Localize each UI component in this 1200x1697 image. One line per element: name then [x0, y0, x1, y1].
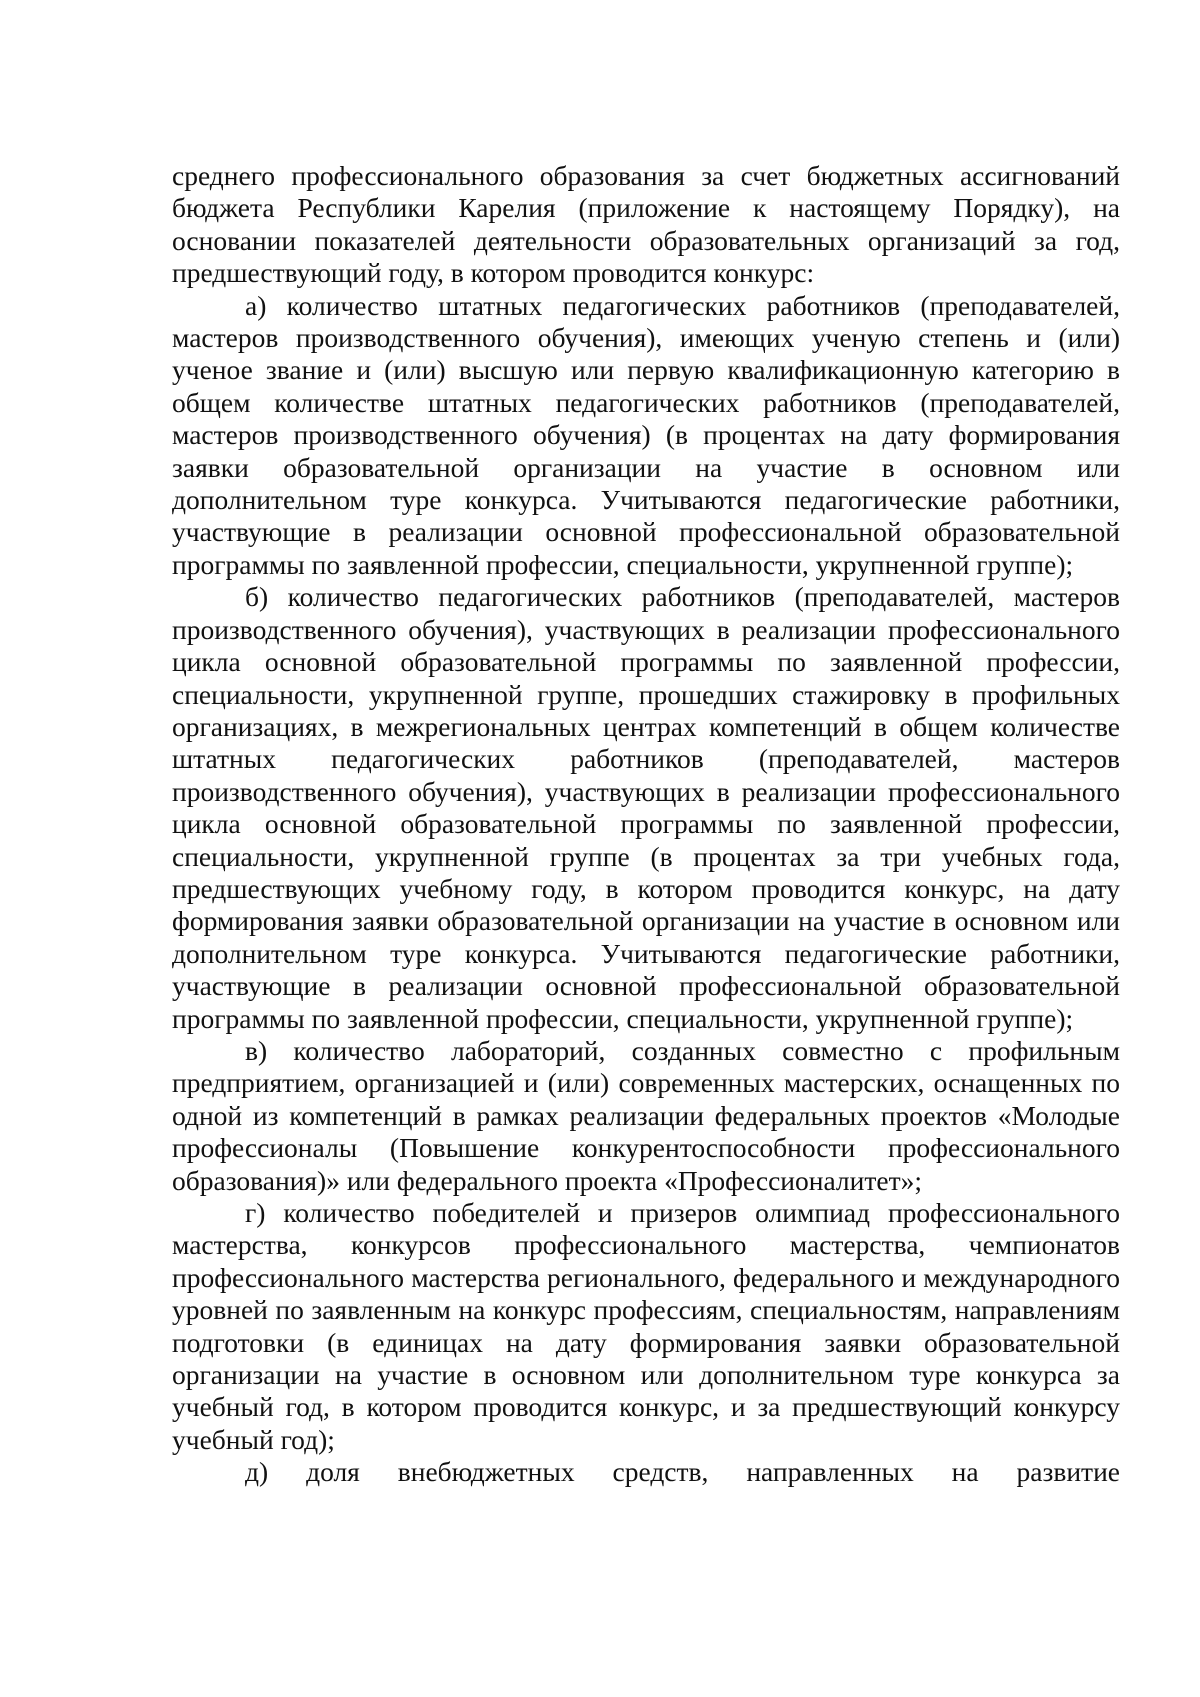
paragraph-item-v: в) количество лабораторий, созданных совместно с профильным предприятием, организацией и (или) современных мастерских, оснащенных по одной из компетенций в рамках реализации федеральных проектов «Молодые профессионалы (Повышение конкурентоспособности профессионального образования)» или федерального проекта «Профессионалитет»; — [172, 1034, 1120, 1196]
document-body — [172, 160, 1120, 1489]
paragraph-intro: среднего профессионального образования за счет бюджетных ассигнований бюджета Республики Карелия (приложение к настоящему Порядку), на основании показателей деятельности образовательных организаций за год, предшествующий году, в котором проводится конкурс: — [172, 160, 1120, 289]
paragraph-item-d: д) доля внебюджетных средств, направленных на развитие — [245, 1456, 1120, 1488]
paragraph-item-g: г) количество победителей и призеров олимпиад профессионального мастерства, конкурсов профессионального мастерства, чемпионатов профессионального мастерства регионального, федерального и международного уровней по заявленным на конкурс профессиям, специальностям, направлениям подготовки (в единицах на дату формирования заявки образовательной организации на участие в основном или дополнительном туре конкурса за учебный год, в котором проводится конкурс, и за предшествующий конкурсу учебный год); — [172, 1197, 1120, 1455]
paragraph-item-b: б) количество педагогических работников (преподавателей, мастеров производственного обучения), участвующих в реализации профессионального цикла основной образовательной программы по заявленной профессии, специальности, укрупненной группе, прошедших стажировку в профильных организациях, в межрегиональных центрах компетенций в общем количестве штатных педагогических работников (преподавателей, мастеров производственного обучения), участвующих в реализации профессионального цикла основной образовательной программы по заявленной профессии, специальности, укрупненной группе (в процентах за три учебных года, предшествующих учебному году, в котором проводится конкурс, на дату формирования заявки образовательной организации на участие в основном или дополнительном туре конкурса. Учитываются педагогические работники, участвующие в реализации основной профессиональной образовательной программы по заявленной профессии, специальности, укрупненной группе); — [172, 581, 1120, 1034]
paragraph-item-a: а) количество штатных педагогических работников (преподавателей, мастеров производственного обучения), имеющих ученую степень и (или) ученое звание и (или) высшую или первую квалификационную категорию в общем количестве штатных педагогических работников (преподавателей, мастеров производственного обучения) (в процентах на дату формирования заявки образовательной организации на участие в основном или дополнительном туре конкурса. Учитываются педагогические работники, участвующие в реализации основной профессиональной образовательной программы по заявленной профессии, специальности, укрупненной группе); — [172, 289, 1120, 580]
